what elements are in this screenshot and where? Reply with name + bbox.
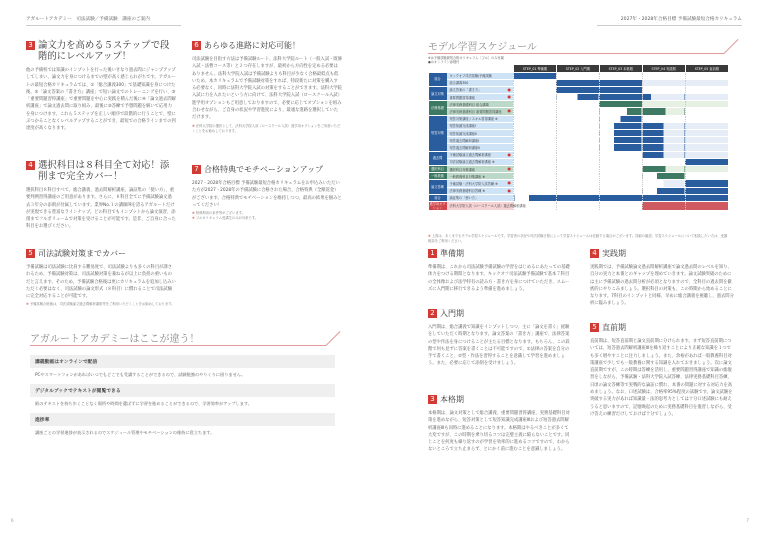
course-name: 重要問題習得講座 bbox=[449, 95, 475, 100]
schedule-course bbox=[447, 130, 514, 137]
schedule-cell bbox=[599, 201, 642, 210]
section-number: 7 bbox=[192, 165, 201, 174]
schedule-cell bbox=[556, 122, 599, 129]
schedule-column-header: STEP_02 入門期 bbox=[556, 65, 599, 72]
course-name: 短答対策講座 / スキル習得講座 ※ bbox=[449, 117, 498, 122]
step-number: 4 bbox=[590, 249, 599, 258]
schedule-cell bbox=[556, 151, 599, 158]
schedule-cell bbox=[642, 108, 685, 115]
schedule-cell bbox=[685, 165, 728, 172]
course-name: 論証集の「使い方」 bbox=[449, 196, 479, 201]
course-name: 総合講義300 bbox=[449, 81, 469, 86]
schedule-course bbox=[447, 187, 514, 194]
section-6 bbox=[192, 40, 342, 134]
schedule-cell bbox=[514, 137, 557, 144]
step-body: 実践期では、予備試験論文過去問解析講座で論文過去問のレベルを知り、自分の実力と本番とのギャップを埋めていきます。論文試験突破のためには主に予備試験の過去問分析が必須となりますので、全科目の過去問を徹底的にやりこみましょう。選択科目の対策も、この時期から始めることになります。7科目のインプットと同様、早めに総合講義を視聴し、過去問分析に臨みましょう。 bbox=[590, 265, 734, 307]
schedule-cell bbox=[685, 130, 728, 137]
course-name: 法律実務基礎科目答練 ※ bbox=[449, 189, 486, 194]
feature-item bbox=[30, 384, 335, 407]
course-name: 短答知識完成講座Ⅰ bbox=[449, 124, 476, 129]
online-correction-dot-icon: ● bbox=[507, 94, 511, 100]
feature-body: 講座ごとの学習進捗が表示されるのでスケジュール管理やモチベーションの維持に役立ちます。 bbox=[35, 430, 215, 435]
section-title: 論文力を高める５ステップで段階的にレベルアップ！ bbox=[38, 40, 170, 62]
page-number: 7 bbox=[746, 518, 749, 523]
schedule-cell bbox=[556, 201, 599, 210]
schedule-cell bbox=[642, 194, 685, 201]
schedule-cell bbox=[514, 101, 557, 108]
schedule-row bbox=[429, 173, 729, 180]
step-1 bbox=[428, 248, 572, 293]
schedule-cell bbox=[599, 165, 642, 172]
step-title: 実践期 bbox=[602, 249, 626, 258]
course-name: 法律実務基礎科目 総合講義 bbox=[449, 102, 489, 107]
schedule-cell bbox=[599, 94, 642, 101]
step-2 bbox=[428, 308, 572, 368]
schedule-cell bbox=[599, 86, 642, 93]
schedule-category: 進学用オプション bbox=[429, 201, 446, 210]
schedule-cell bbox=[556, 79, 599, 86]
schedule-cell bbox=[556, 187, 599, 194]
schedule-row bbox=[429, 194, 729, 201]
section-4 bbox=[26, 160, 176, 231]
schedule-course bbox=[447, 108, 514, 115]
schedule-cell bbox=[599, 158, 642, 165]
schedule-course bbox=[447, 115, 514, 122]
section-body: 司法試験を目指す方法は予備試験ルート、法科大学院ルート（一般入試・既修入試・法曹コース等）と２つ存在しますが、最初から方向性を定める必要はありません。法科大学院入試は予備試験よりも科目が少なく合格最低点も低いため、本カリキュラムで予備試験対策をすれば、特段新たに対策を購入する必要なく、同時に法科大学院入試の対策をすることができます。法科大学院入試に力を入れたいという方に向けて、法科大学院入試（ロースクール入試）進学用オプションもご用意しておりますので、必要に応じてオプションを組み合わせながら、ご自身の状況や学習進度により、最適な進路を選択していただけます。 bbox=[192, 57, 343, 121]
feature-body: 紙のテキストを持ち歩くことなく場所や時間を選ばずに学習を進めることができるので、学習効率がアップします。 bbox=[35, 401, 252, 406]
schedule-cell bbox=[642, 187, 685, 194]
schedule-cell bbox=[556, 137, 599, 144]
schedule-cell bbox=[556, 194, 599, 201]
course-name: 予備試験・法科大学院入試答練 ※ bbox=[449, 181, 498, 186]
course-name: 司法試験論文過去問解析講座 ※ bbox=[449, 160, 495, 165]
right-page bbox=[380, 0, 760, 537]
schedule-cell bbox=[514, 108, 557, 115]
schedule-cell bbox=[599, 115, 642, 122]
schedule-cell bbox=[642, 115, 685, 122]
course-name: 短答知識完成講座Ⅱ bbox=[449, 131, 477, 136]
schedule-course bbox=[447, 86, 514, 93]
schedule-cell bbox=[599, 108, 642, 115]
course-name: 短答過去問解析講座Ⅱ bbox=[449, 145, 480, 150]
online-correction-dot-icon: ● bbox=[507, 187, 511, 193]
schedule-title: モデル学習スケジュール bbox=[428, 42, 537, 53]
schedule-cell bbox=[685, 201, 728, 210]
schedule-cell bbox=[685, 194, 728, 201]
schedule-course bbox=[447, 144, 514, 151]
schedule-column-header: STEP_03 本格期 bbox=[599, 65, 642, 72]
title-slash bbox=[326, 331, 341, 346]
schedule-cell bbox=[556, 180, 599, 187]
schedule-cell bbox=[556, 108, 599, 115]
step-number: 2 bbox=[428, 309, 437, 318]
section-title: 司法試験対策までカバー bbox=[38, 249, 126, 258]
schedule-cell bbox=[685, 180, 728, 187]
schedule-cell bbox=[599, 151, 642, 158]
schedule-cell bbox=[642, 173, 685, 180]
step-number: 1 bbox=[428, 249, 437, 258]
schedule-cell bbox=[514, 122, 557, 129]
section-note: ※ 法科大学院の選択として、法科大学院入試（ロースクール入試）進学用オプションをご用意いただくことをお勧めしております。 bbox=[192, 124, 342, 134]
schedule-cell bbox=[514, 151, 557, 158]
schedule-category: 総合 bbox=[429, 72, 447, 86]
legend-line: ※は予備試験最短合格カリキュラム［フル］のみ付属 bbox=[428, 56, 504, 60]
section-number: 4 bbox=[26, 161, 35, 170]
step-body: 本格期は、論文対策として総合講義、重要問題習得講座、実務基礎科目対策を進めながら、短答対策として短答知識完成講座ⅠⅡおよび短答過去問解析講座ⅠⅡも同時に進めることになります。本格期はやるべきことが多くて大変ですが、この時期を乗り切るコツは完璧主義に陥らないことです。同じことを何度も繰り返すのが学習を効率的に進めるコツですので、わからないところで立ち止まらず、とにかく前に進むことを意識しましょう。 bbox=[428, 411, 570, 453]
online-correction-dot-icon: ● bbox=[507, 180, 511, 186]
schedule-cell bbox=[514, 173, 557, 180]
schedule-cell bbox=[514, 130, 557, 137]
schedule-row bbox=[429, 115, 729, 122]
schedule-cell bbox=[514, 194, 557, 201]
online-correction-dot-icon: ● bbox=[507, 165, 511, 171]
schedule-legend bbox=[428, 56, 512, 65]
schedule-note: ※ 上図は、あくまでもモデル学習スケジュールです。学習者の状況や司法試験日程によって学習スケジュールは変動する場合がございます。詳細の確認、学習スケジュールについて相談したい方は、受講相談をご利用ください。 bbox=[428, 234, 728, 244]
online-correction-dot-icon: ● bbox=[507, 86, 511, 92]
schedule-cell bbox=[599, 79, 642, 86]
schedule-course bbox=[447, 165, 514, 172]
schedule-row bbox=[429, 137, 729, 144]
features-title: アガルートアカデミーはここが違う！ bbox=[30, 334, 200, 345]
online-correction-dot-icon: ● bbox=[507, 151, 511, 157]
schedule-cell bbox=[685, 187, 728, 194]
schedule-course bbox=[447, 180, 514, 187]
online-correction-dot-icon: ● bbox=[507, 108, 511, 114]
schedule-cell bbox=[514, 115, 557, 122]
schedule-row bbox=[429, 79, 729, 86]
section-3 bbox=[26, 40, 176, 133]
schedule-cell bbox=[685, 86, 728, 93]
schedule-course bbox=[447, 173, 514, 180]
schedule-cell bbox=[556, 158, 599, 165]
header-blank bbox=[429, 65, 514, 72]
section-note: ※ 予備試験合格後は、司法試験論文過去問解析講座等をご利用いただくことをお勧めしております。 bbox=[26, 302, 176, 307]
schedule-cell bbox=[514, 86, 557, 93]
schedule-cell bbox=[642, 137, 685, 144]
schedule-cell bbox=[642, 165, 685, 172]
schedule-row bbox=[429, 158, 729, 165]
section-number: 5 bbox=[26, 249, 35, 258]
title-underline bbox=[30, 345, 326, 346]
schedule-cell bbox=[685, 101, 728, 108]
schedule-category: 法務基礎 bbox=[429, 101, 447, 115]
schedule-cell bbox=[685, 72, 728, 79]
schedule-category: 論文答練 bbox=[429, 180, 447, 194]
schedule-cell bbox=[514, 158, 557, 165]
section-body: 他の予備校では知識のインプットを行った後いきなり過去問にジャンプアップしてしまい、論文力を身につけるまでの壁が高く感じられがちです。アガルートの最短合格カリキュラムでは、①「総合講義300」で基礎知識を身につけた後、②「論文答案の『書き方』講座」で短い論文でのトレーニングを行い、③「重要問題習得講座」で重要問題を中心に実践を積んだ後に④「論文過去問解析講座」で論文過去問に取り組み、最後に⑤答練で予想問題を解いて応用力を身につけます。これら５ステップを正しい順序で段階的に行うことで、壁にぶつかることなくレベルアップすることができ、最短での合格ラインまでの到達度が高くなります。 bbox=[26, 68, 176, 132]
schedule-cell bbox=[642, 158, 685, 165]
schedule-cell bbox=[685, 158, 728, 165]
schedule-row bbox=[429, 144, 729, 151]
schedule-cell bbox=[642, 151, 685, 158]
schedule-category: 短答対策 bbox=[429, 115, 447, 151]
right-header: 2027年・2028年合格目標 予備試験最短合格カリキュラム bbox=[597, 16, 742, 26]
schedule-course bbox=[447, 72, 514, 79]
schedule-cell bbox=[599, 137, 642, 144]
step-title: 本格期 bbox=[440, 395, 464, 404]
section-number: 6 bbox=[192, 41, 201, 50]
schedule-category: 論文対策 bbox=[429, 86, 447, 100]
section-title: 合格特典でモチベーションアップ bbox=[204, 165, 324, 174]
step-title: 準備期 bbox=[440, 249, 464, 258]
schedule-category: 一般教養 bbox=[429, 173, 447, 180]
schedule-cell bbox=[642, 79, 685, 86]
schedule-cell bbox=[514, 72, 557, 79]
step-title: 入門期 bbox=[440, 309, 464, 318]
feature-title: 講義動画はオンラインで配信 bbox=[30, 355, 335, 368]
step-number: 5 bbox=[590, 323, 599, 332]
schedule-cell bbox=[556, 165, 599, 172]
section-body: 2027・2028年合格目標 予備試験最短合格カリキュラムをお申込みいただいた方が2027・2028年の予備試験に合格された場合、合格特典（全額返金）がございます。合格特典でモチベーションを維持しつつ、最高の結果を掴みとってください！ bbox=[192, 181, 342, 208]
schedule-row bbox=[429, 72, 729, 79]
step-5 bbox=[590, 322, 734, 418]
schedule-cell bbox=[642, 101, 685, 108]
schedule-cell bbox=[599, 173, 642, 180]
schedule-course bbox=[447, 194, 514, 201]
schedule-row bbox=[429, 201, 729, 210]
schedule-course bbox=[447, 101, 514, 108]
schedule-cell bbox=[599, 194, 642, 201]
schedule-cell bbox=[556, 72, 599, 79]
feature-item bbox=[30, 355, 335, 378]
schedule-cell bbox=[642, 180, 685, 187]
schedule-cell bbox=[556, 94, 599, 101]
schedule-row bbox=[429, 130, 729, 137]
schedule-cell bbox=[514, 144, 557, 151]
schedule-column-header: STEP_04 実践期 bbox=[642, 65, 685, 72]
schedule-cell bbox=[599, 187, 642, 194]
course-name: 論文答案の「書き方」 bbox=[449, 88, 482, 93]
step-body: 入門期は、総合講義で知識をインプットしつつ、主に「論文を書く」経験をしていただく時期となります。論文答案の「書き方」講座で、法律答案の型や作法を身につけることが主たる目標となります。もちろん、この段階で何も見ずに答案を書くことは不可能ですので、①法律の答案を自分の手で書くこと、②型・作法を習得することを意識して学習を進めましょう。また、必要に応じて添削を受けましょう。 bbox=[428, 325, 570, 367]
schedule-cell bbox=[556, 144, 599, 151]
schedule-cell bbox=[685, 94, 728, 101]
section-title: あらゆる進路に対応可能！ bbox=[204, 41, 300, 50]
section-body: 選択科目８科目すべて、総合講義、過去問解析講座、論証集の「使い方」、重要判例習得講座のご用意があります。さらに、８科目全てに予備試験論文過去３年分の添削が付属しています。業界No.１の講師陣を誇るアガルートだけが実現できる豊富なラインナップ。どの科目でもインプットから論文演習、添削までフルボリュームで対策を受けることが可能です。是非、ご自身に合った科目をお選びください。 bbox=[26, 188, 176, 230]
schedule-cell bbox=[599, 180, 642, 187]
title-slash bbox=[724, 39, 739, 54]
schedule-cell bbox=[514, 94, 557, 101]
section-number: 3 bbox=[26, 41, 35, 50]
feature-item bbox=[30, 413, 335, 436]
schedule-row bbox=[429, 151, 729, 158]
schedule-course bbox=[447, 201, 526, 210]
schedule-cell bbox=[514, 165, 557, 172]
schedule-cell bbox=[685, 144, 728, 151]
schedule-cell bbox=[599, 122, 642, 129]
schedule-course bbox=[447, 137, 514, 144]
schedule-cell bbox=[556, 101, 599, 108]
schedule-cell bbox=[556, 130, 599, 137]
schedule-category: 総合 bbox=[429, 194, 447, 201]
schedule-row bbox=[429, 108, 729, 115]
schedule-row bbox=[429, 122, 729, 129]
section-body: 予備試験は司法試験に比肩する難易度で、司法試験よりも多くの科目が課されるため、予備試験対策は、司法試験対策を兼ねるが以上に負担の重いものだと言えます。そのため、予備試験合格後は更にカリキュラムを追加し込みいただく必要はなく、司法試験の論文形式（８科目）に慣れることで司法試験に完全対応することが可能です。 bbox=[26, 265, 176, 300]
schedule-course bbox=[447, 94, 514, 101]
schedule-cell bbox=[642, 122, 685, 129]
schedule-cell bbox=[642, 94, 685, 101]
schedule-cell bbox=[556, 115, 599, 122]
schedule-category: 選択科目 bbox=[429, 165, 447, 172]
schedule-row bbox=[429, 187, 729, 194]
schedule-cell bbox=[685, 151, 728, 158]
schedule-cell bbox=[685, 115, 728, 122]
schedule-category: 過去問 bbox=[429, 151, 447, 165]
schedule-cell bbox=[642, 130, 685, 137]
schedule-row bbox=[429, 165, 729, 172]
feature-title: 進捗率 bbox=[30, 413, 335, 426]
schedule-row bbox=[429, 101, 729, 108]
course-name: 短答過去問解析講座Ⅰ bbox=[449, 138, 480, 143]
schedule-cell bbox=[514, 79, 557, 86]
schedule-cell bbox=[642, 72, 685, 79]
course-name: 法律実務基礎科目 重要問題習得講座 bbox=[449, 110, 502, 115]
schedule-table bbox=[428, 65, 728, 211]
schedule-cell bbox=[599, 130, 642, 137]
step-3 bbox=[428, 394, 572, 454]
features-list bbox=[30, 355, 335, 442]
schedule-course bbox=[447, 122, 514, 129]
schedule-row bbox=[429, 180, 729, 187]
schedule-cell bbox=[685, 108, 728, 115]
course-name: キックオフ司法試験/予備試験 bbox=[449, 74, 492, 79]
section-note: ※ 特典利用の条件等がございます。 bbox=[192, 211, 342, 216]
step-number: 3 bbox=[428, 395, 437, 404]
step-body: 直前期は、短答直前期と論文直前期に分けられます。まず短答直前期については、短答過去問解析講座ⅠⅡを繰り返すことにより正確な知識を１つでも多く増やすことに注力しましょう。また、余裕があれば一般教養科目対策講座で少しでも一般教養に関する知識を入れておきましょう。次に論文直前期ですが、この時期は答練を活用し、重要問題習得講座で知識の総復習をしながら、予備試験・法科大学院入試答練、法律実務基礎科目答練、日頃の論文答練等で実戦的な論証に慣れ、本番の問題に対する対応力を高めましょう。なお、口述試験は、合格率95%程度の試験です。論文試験を突破する実力があれば知識量・法的思考力としては十分口述試験にも耐えうると思いますので、記憶喚起のために実務基礎科目を復習しながら、受け答えの練習だけしておけば十分でしょう。 bbox=[590, 339, 733, 417]
schedule-cell bbox=[514, 180, 557, 187]
feature-title: デジタルブックでテキストが閲覧できる bbox=[30, 384, 335, 397]
course-name: 予備試験論文過去問解析講座 bbox=[449, 153, 491, 158]
left-header: アガルートアカデミー 司法試験／予備試験 講座のご案内 bbox=[26, 16, 181, 26]
page-number: 6 bbox=[11, 518, 14, 523]
schedule-cell bbox=[599, 72, 642, 79]
schedule-cell bbox=[642, 144, 685, 151]
step-body: 準備期は、これから司法試験予備試験の学習をはじめるにあたっての基礎体力をつける期間となります。キックオフ司法試験予備試験で基本７科目の全体像および法学特有の読み方・書き方を身につけていただき、スムーズに入門期に移行できるよう準備を進めましょう。 bbox=[428, 265, 570, 292]
schedule-cell bbox=[685, 137, 728, 144]
schedule-cell bbox=[599, 101, 642, 108]
schedule-course bbox=[447, 158, 514, 165]
schedule-cell bbox=[556, 86, 599, 93]
course-name: 一般教養科目対策講座 ※ bbox=[449, 174, 486, 179]
schedule-column-header: STEP_05 直前期 bbox=[685, 65, 728, 72]
schedule-cell bbox=[556, 173, 599, 180]
schedule-cell bbox=[685, 122, 728, 129]
course-name: 選択科目対策講座 bbox=[449, 167, 475, 172]
step-4 bbox=[590, 248, 734, 308]
course-name: 法科大学院入試（ロースクール入試）過去問解析講座 bbox=[449, 204, 526, 209]
schedule-column-header: STEP_01 準備期 bbox=[514, 65, 557, 72]
schedule-course bbox=[447, 79, 514, 86]
schedule-row bbox=[429, 86, 729, 93]
section-note: ※ フルカリキュラム受講生のみが対象です。 bbox=[192, 216, 342, 221]
schedule-course bbox=[447, 151, 514, 158]
legend-line: ●はオンライン添削付 bbox=[428, 60, 460, 65]
schedule-cell bbox=[642, 201, 685, 210]
schedule-cell bbox=[685, 79, 728, 86]
schedule-cell bbox=[685, 173, 728, 180]
schedule-cell bbox=[514, 187, 557, 194]
section-title: 選択科目は８科目全て対応！添削まで完全カバー！ bbox=[38, 160, 170, 182]
schedule-cell bbox=[642, 86, 685, 93]
schedule-cell bbox=[599, 144, 642, 151]
section-5 bbox=[26, 248, 176, 307]
step-title: 直前期 bbox=[602, 323, 626, 332]
section-7 bbox=[192, 164, 342, 221]
title-underline bbox=[428, 53, 724, 54]
schedule-row bbox=[429, 94, 729, 101]
feature-body: PCやスマートフォンがあればいつでもどこでも受講することができるので、試験勉強のやりくりに困りません。 bbox=[35, 372, 246, 377]
